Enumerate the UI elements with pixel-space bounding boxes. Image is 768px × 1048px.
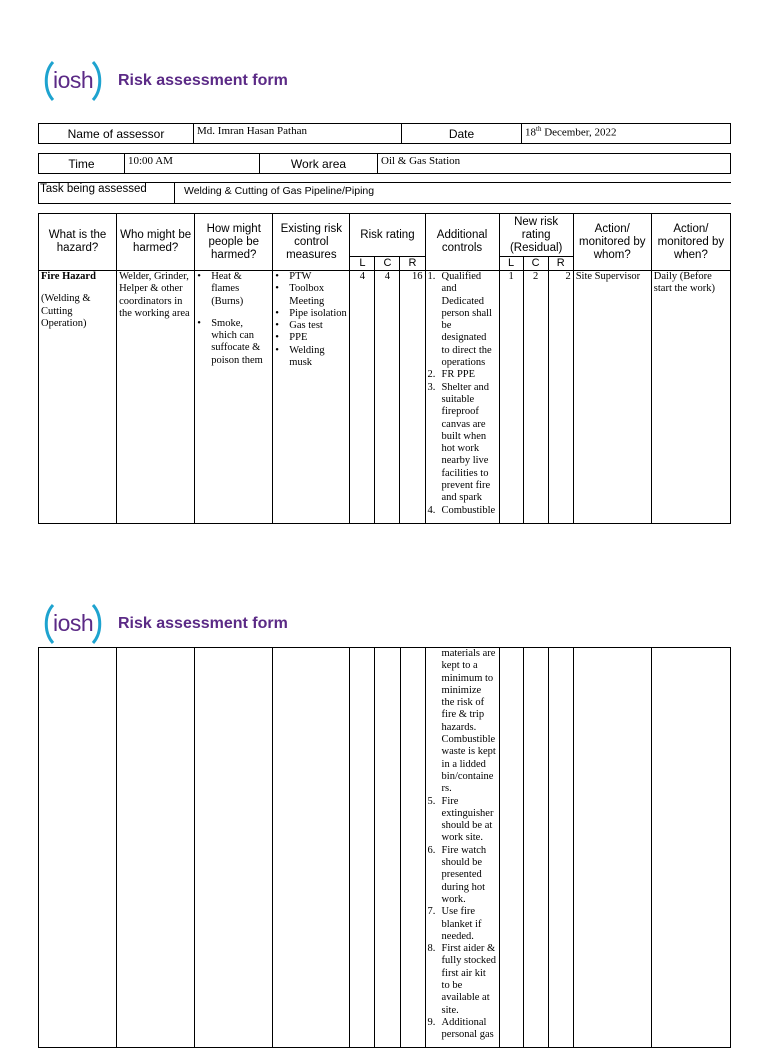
header-r: R [400,257,425,271]
header-l: L [350,257,375,271]
header-c: C [375,257,400,271]
whom-cell: Site Supervisor [573,271,651,524]
work-area-value: Oil & Gas Station [381,155,461,167]
date-label: Date [402,124,522,143]
assessor-row [38,123,731,144]
header-who: Who might be harmed? [117,214,195,271]
page-title: Risk assessment form [118,72,288,89]
header-action-when: Action/ monitored by when? [651,214,730,271]
header-hazard: What is the hazard? [39,214,117,271]
header-existing: Existing risk control measures [273,214,350,271]
new-c: 2 [523,271,548,524]
assessor-value: Md. Imran Hasan Pathan [194,124,402,143]
how-cell: • Heat & flames (Burns) • Smoke, which can suffocate & poison them [195,271,273,524]
new-l: 1 [499,271,523,524]
task-label: Task being assessed [39,183,175,203]
risk-c: 4 [375,271,400,524]
time-label: Time [39,154,125,173]
header-new-risk: New risk rating (Residual) [499,214,573,257]
risk-table [38,213,731,524]
table-row [39,271,731,524]
time-value: 10:00 AM [125,154,260,173]
page-header-2 [44,598,288,650]
header-action-whom: Action/ monitored by whom? [573,214,651,271]
page-title: Risk assessment form [118,615,288,632]
new-r: 2 [548,271,573,524]
risk-table-continued [38,647,731,1048]
header-new-r: R [548,257,573,271]
page-header [44,55,288,107]
additional-cell-continued: materials are kept to a minimum to minimize the risk of fire & trip hazards. Combustible waste is kept in a lidded bin/containe rs. 5. Fire extinguisher should be at work site. 6. Fire watch should be presented during hot work. 7. Use fire blanket if needed. 8. First aider & fully stocked first air kit to be available at site. 9. Additional personal gas [425,648,499,1048]
iosh-logo [44,599,102,649]
header-new-c: C [523,257,548,271]
date-value: 18th December, 2022 [525,125,617,139]
logo-text: iosh [53,67,94,93]
task-value: Welding & Cutting of Gas Pipeline/Piping [184,185,375,197]
hazard-cell: Fire Hazard (Welding & Cutting Operation) [39,271,117,524]
assessor-label: Name of assessor [39,124,194,143]
logo-text: iosh [53,610,94,636]
when-cell: Daily (Before start the work) [651,271,730,524]
header-additional: Additional controls [425,214,499,271]
time-row [38,153,731,174]
table-row [39,648,731,1048]
header-risk-rating: Risk rating [350,214,425,257]
risk-l: 4 [350,271,375,524]
additional-cell: 1. Qualified and Dedicated person shall be designated to direct the operations 2. FR PPE 3. Shelter and suitable fireproof canvas are built when hot work nearby live facilities to prevent fire and spark 4. Combustible [425,271,499,524]
iosh-logo [44,56,102,106]
existing-cell: • PTW • Toolbox Meeting • Pipe isolation • Gas test • PPE • Welding musk [273,271,350,524]
risk-r: 16 [400,271,425,524]
work-area-label: Work area [260,154,378,173]
header-new-l: L [499,257,523,271]
who-cell: Welder, Grinder, Helper & other coordinators in the working area [117,271,195,524]
task-row [38,182,731,204]
header-how: How might people be harmed? [195,214,273,271]
